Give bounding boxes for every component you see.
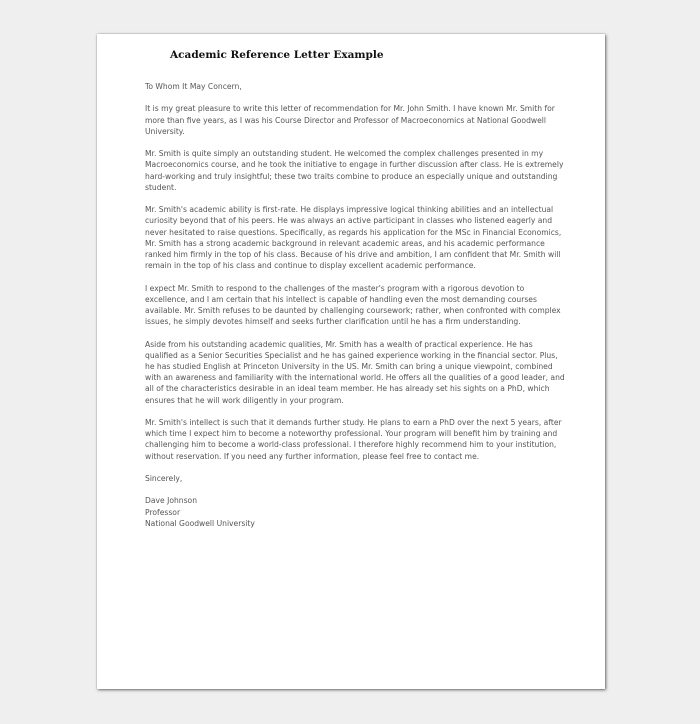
signature-block <box>145 495 567 529</box>
paragraph-3: Mr. Smith's academic ability is first-rate. He displays impressive logical thinking abilities and an intellectual curiosity beyond that of his peers. He was always an active participant in classes who listened eagerly and never hesitated to raise questions. Specifically, as regards his application for the MSc in Financial Economics, Mr. Smith has a strong academic background in relevant academic areas, and his academic performance ranked him firmly in the top of his class. Because of his drive and ambition, I am confident that Mr. Smith will remain in the top of his class and continue to display excellent academic performance. <box>145 205 562 271</box>
paragraph-5: Aside from his outstanding academic qualities, Mr. Smith has a wealth of practical experience. He has qualified as a Senior Securities Specialist and he has gained experience working in the financial sector. Plus, he has studied English at Princeton University in the US. Mr. Smith can bring a unique viewpoint, combined with an awareness and familiarity with the international world. He offers all the qualities of a good leader, and all of the characteristics desirable in an ideal team member. He has already set his sights on a PhD, which ensures that he will work diligently in your program. <box>145 339 565 405</box>
document-page <box>97 34 605 689</box>
paragraph-6: Mr. Smith's intellect is such that it demands further study. He plans to earn a PhD over the next 5 years, after which time I expect him to become a noteworthy professional. Your program will benefit him by training and challenging him to become a world-class professional. I therefore highly recommend him to your institution, without reservation. If you need any further information, please feel free to contact me. <box>145 418 562 461</box>
paragraph-4: I expect Mr. Smith to respond to the challenges of the master's program with a rigorous devotion to excellence, and I am certain that his intellect is capable of handling even the most demanding courses available. Mr. Smith refuses to be daunted by challenging coursework; rather, when confronted with complex issues, he simply devotes himself and seeks further clarification until he has a firm understanding. <box>145 283 561 327</box>
signature-role: Professor <box>145 507 181 517</box>
letter-title: Academic Reference Letter Example <box>170 49 384 61</box>
closing: Sincerely, <box>145 474 183 483</box>
paragraph-1: It is my great pleasure to write this letter of recommendation for Mr. John Smith. I have known Mr. Smith for more than five years, as I was his Course Director and Professor of Macroeconomics at National Goodwell University. <box>145 104 555 136</box>
paragraph-2: Mr. Smith is quite simply an outstanding student. He welcomed the complex challenges presented in my Macroeconomics course, and he took the initiative to engage in further discussion after class. He is extremely hard-working and truly insightful; these two traits combine to produce an especially unique and outstanding student. <box>145 149 564 192</box>
salutation: To Whom It May Concern, <box>145 82 242 91</box>
signature-name: Dave Johnson <box>145 496 198 506</box>
signature-institution: National Goodwell University <box>145 518 255 528</box>
letter-body <box>145 81 567 529</box>
